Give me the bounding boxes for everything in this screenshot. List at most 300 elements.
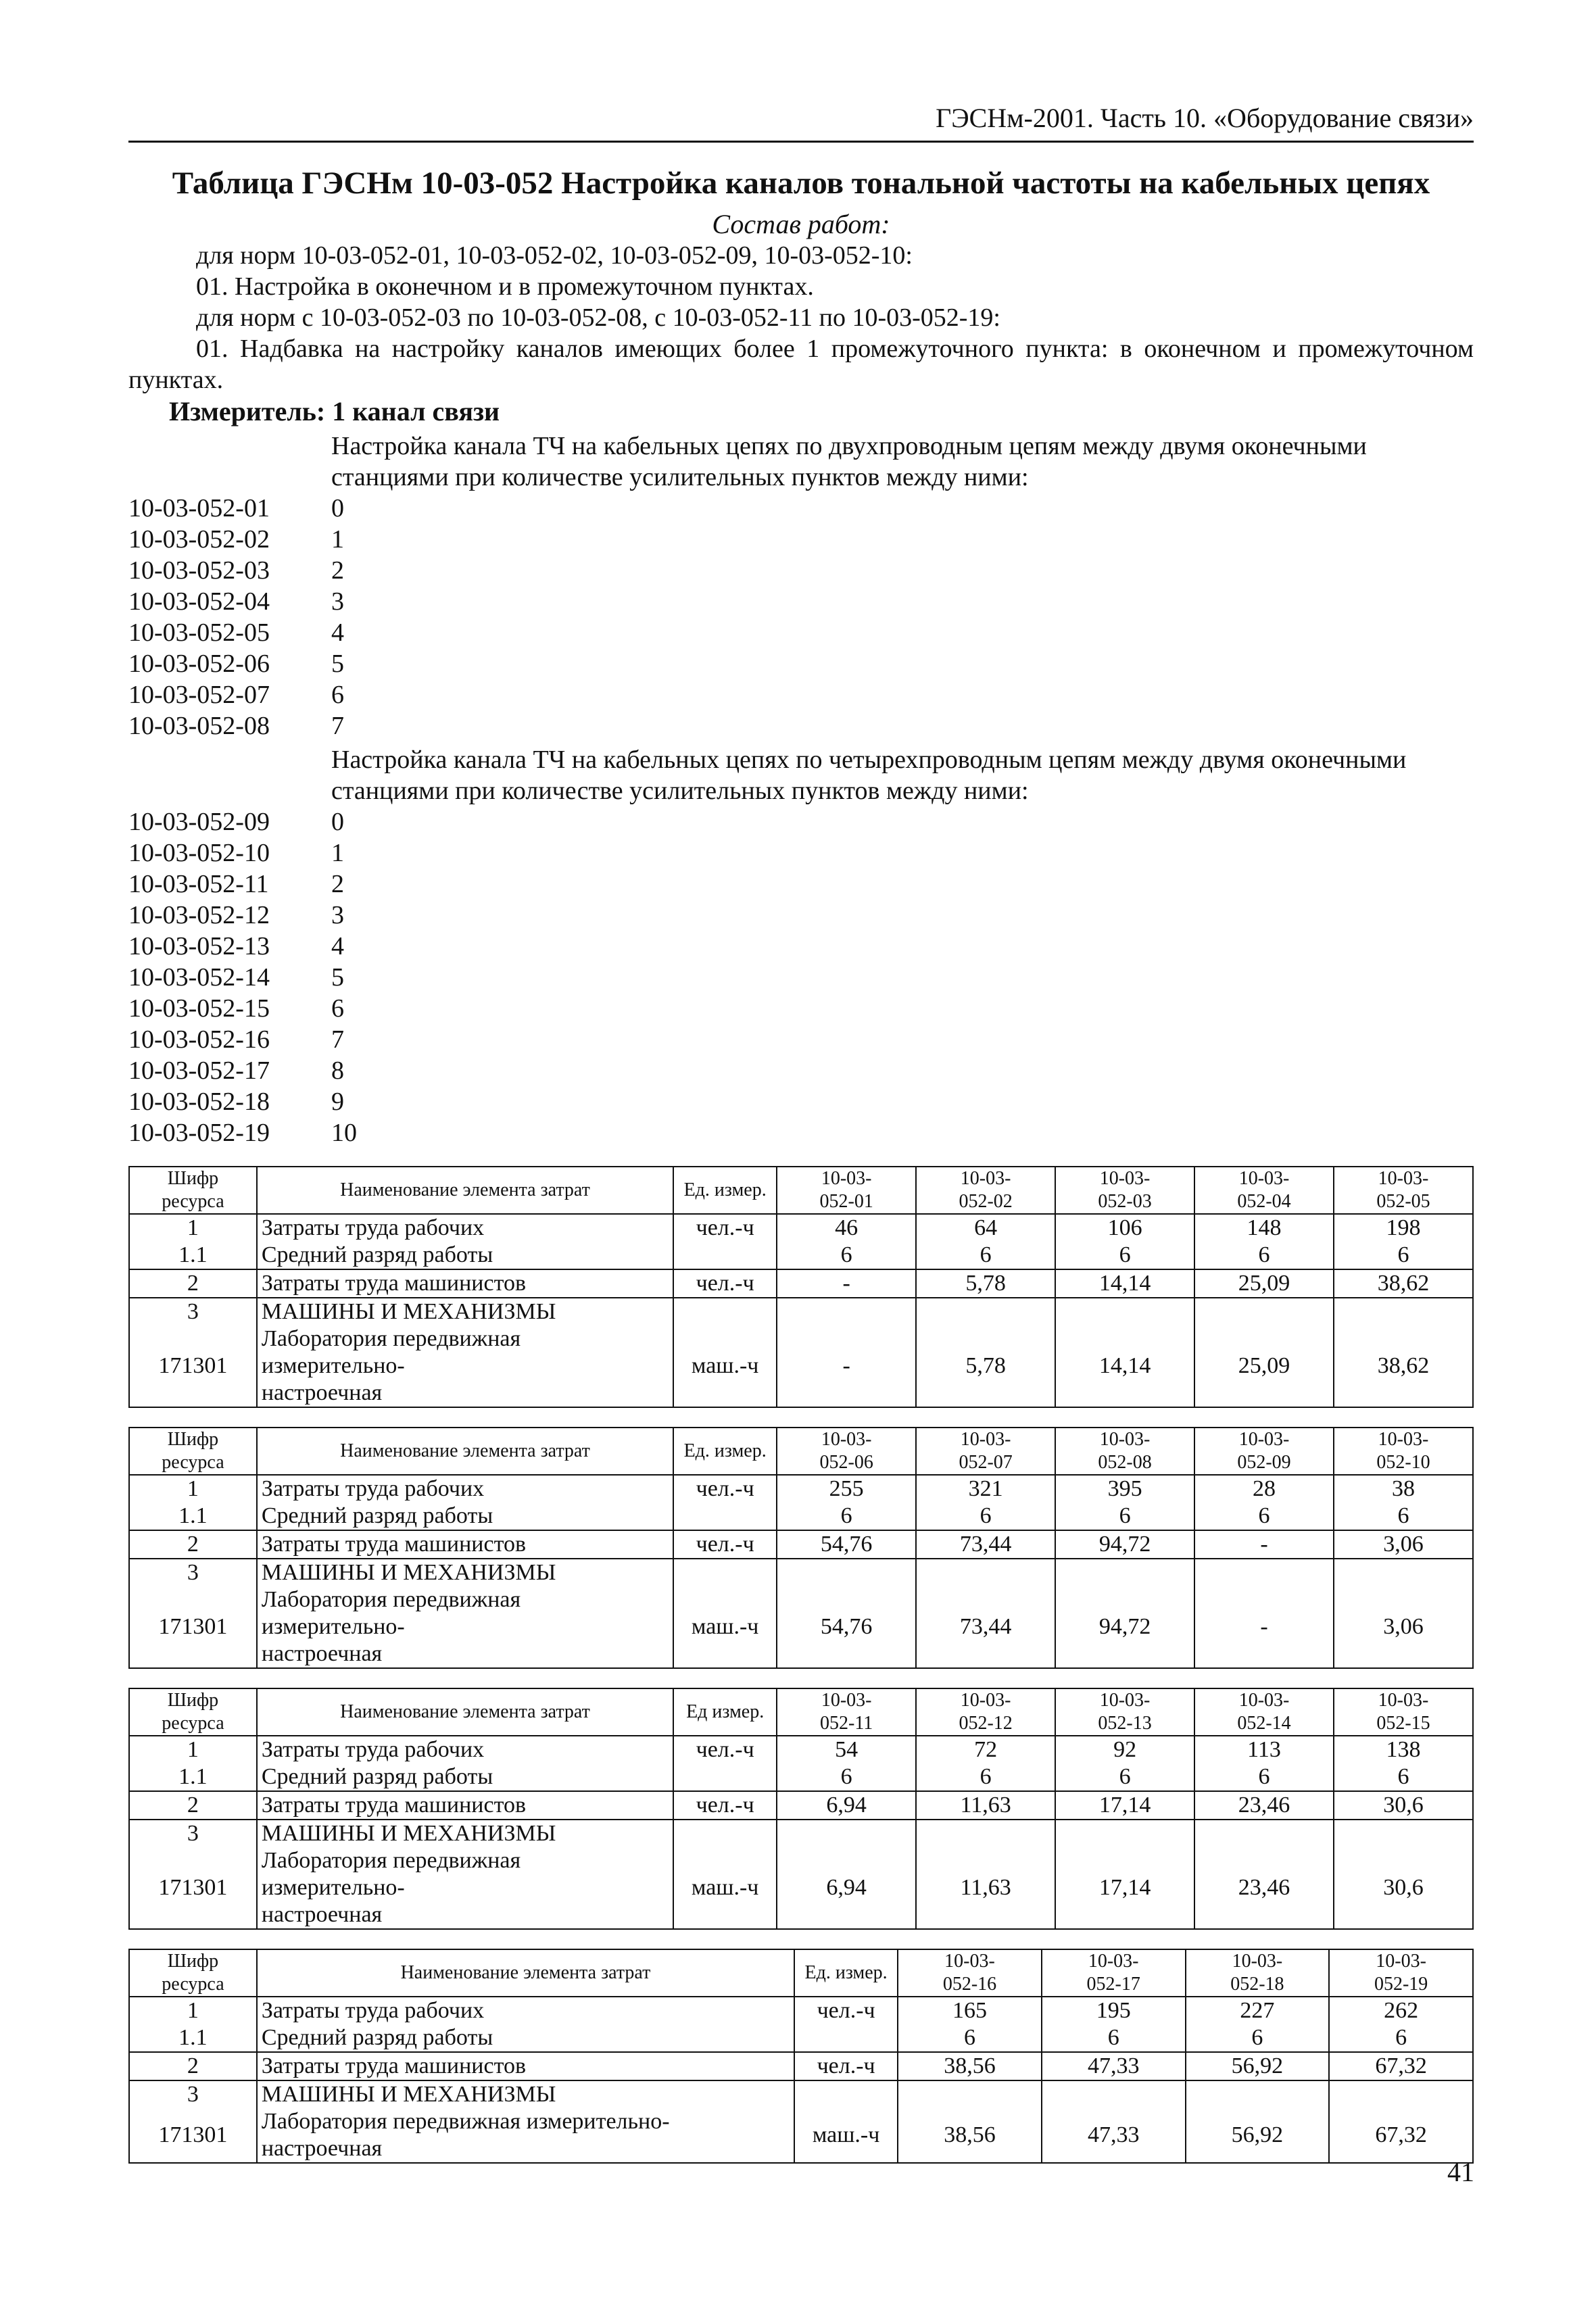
unit-of-measure: чел.-ч	[673, 1214, 777, 1242]
amplifier-count: 2	[331, 870, 344, 898]
unit-of-measure	[673, 1298, 777, 1325]
name-line: настроечная	[261, 1641, 383, 1666]
norm-value	[1194, 1559, 1334, 1586]
header-norm-code	[1055, 1428, 1194, 1475]
norm-value: -	[777, 1325, 916, 1407]
page-number: 41	[1447, 2157, 1474, 2187]
header-code	[129, 1167, 257, 1214]
norm-value: 28	[1194, 1475, 1334, 1503]
norm-value: 6,94	[777, 1847, 916, 1929]
norm-code-part: 10-03-	[1238, 1168, 1290, 1189]
norm-value: 11,63	[916, 1791, 1055, 1820]
norm-code-part: 052-12	[959, 1713, 1013, 1734]
unit-of-measure: маш.-ч	[673, 1847, 777, 1929]
running-header: ГЭСНм-2001. Часть 10. «Оборудование связи»	[936, 103, 1474, 133]
norm-value: 23,46	[1194, 1791, 1334, 1820]
table-row	[129, 2024, 1473, 2052]
norm-code-part: 052-05	[1376, 1191, 1430, 1212]
amplifier-count: 6	[331, 681, 344, 709]
norm-value: 25,09	[1194, 1325, 1334, 1407]
norm-code: 10-03-052-08	[128, 712, 270, 740]
header-name: Наименование элемента затрат	[257, 1949, 794, 1997]
resource-code: 2	[129, 1269, 257, 1298]
cost-element-name: Средний разряд работы	[257, 1242, 673, 1269]
group-title-four-wire: Настройка канала ТЧ на кабельных цепях по четырехпроводным цепям между двумя оконечными станциями при количестве усилительных пунктов между ними:	[331, 746, 1407, 805]
header-norm-code	[916, 1167, 1055, 1214]
norm-code-row	[128, 648, 1474, 679]
cost-table	[128, 1688, 1474, 1930]
resource-code: 2	[129, 1791, 257, 1820]
cost-table	[128, 1427, 1474, 1669]
norm-value: 321	[916, 1475, 1055, 1503]
norm-code-part: 10-03-	[1099, 1429, 1151, 1450]
cost-table	[128, 1949, 1474, 2164]
header-norm-code	[1334, 1688, 1473, 1736]
table-row	[129, 2108, 1473, 2163]
table-row	[129, 1791, 1473, 1820]
header-name: Наименование элемента затрат	[257, 1428, 673, 1475]
unit-of-measure: чел.-ч	[673, 1530, 777, 1559]
norm-value	[777, 1298, 916, 1325]
amplifier-count: 0	[331, 808, 344, 836]
resource-code: 3	[129, 1820, 257, 1847]
resource-code: 2	[129, 1530, 257, 1559]
norm-code-part: 052-08	[1098, 1452, 1152, 1473]
norm-value: 14,14	[1055, 1325, 1194, 1407]
norm-value: 6	[1194, 1763, 1334, 1791]
norm-code-part: 052-15	[1376, 1713, 1430, 1734]
norm-value: 25,09	[1194, 1269, 1334, 1298]
norm-value: 6	[1334, 1763, 1473, 1791]
table-row	[129, 1586, 1473, 1668]
norm-code-row	[128, 1024, 1474, 1055]
unit-of-measure: чел.-ч	[673, 1475, 777, 1503]
header-norm-code	[1186, 1949, 1330, 1997]
norm-code-part: 052-14	[1237, 1713, 1291, 1734]
unit-of-measure	[794, 2024, 898, 2052]
resource-code: 171301	[129, 1586, 257, 1668]
norm-code: 10-03-052-03	[128, 556, 270, 585]
norm-value: 113	[1194, 1736, 1334, 1763]
norm-code-part: 10-03-	[960, 1429, 1011, 1450]
table-row	[129, 1269, 1473, 1298]
norm-code-row	[128, 869, 1474, 900]
norm-code: 10-03-052-15	[128, 994, 270, 1023]
norm-value: 6	[1334, 1503, 1473, 1530]
norm-code-part: 10-03-	[1232, 1951, 1283, 1972]
cost-element-name: Средний разряд работы	[257, 1503, 673, 1530]
table-row	[129, 1242, 1473, 1269]
norm-value: 6,94	[777, 1791, 916, 1820]
cost-element-name: МАШИНЫ И МЕХАНИЗМЫ	[257, 1298, 673, 1325]
group-title-two-wire: Настройка канала ТЧ на кабельных цепях по двухпроводным цепям между двумя оконечными станциями при количестве усилительных пунктов между ними:	[331, 432, 1367, 491]
table-row	[129, 1847, 1473, 1929]
norm-code-row	[128, 586, 1474, 617]
norm-value: 54,76	[777, 1530, 916, 1559]
table-row	[129, 1997, 1473, 2024]
norm-value: 6	[777, 1763, 916, 1791]
norm-code-row	[128, 1055, 1474, 1086]
norm-code: 10-03-052-16	[128, 1025, 270, 1054]
norm-code-part: 10-03-	[821, 1429, 872, 1450]
resource-code: 1	[129, 1475, 257, 1503]
header-norm-code	[1055, 1167, 1194, 1214]
amplifier-count: 10	[331, 1119, 357, 1147]
amplifier-count: 5	[331, 963, 344, 992]
norm-value: 64	[916, 1214, 1055, 1242]
norm-code-part: 052-13	[1098, 1713, 1152, 1734]
norm-code-part: 10-03-	[1378, 1690, 1429, 1711]
table-row	[129, 1559, 1473, 1586]
norm-value: 92	[1055, 1736, 1194, 1763]
norm-value: 138	[1334, 1736, 1473, 1763]
cost-element-name: МАШИНЫ И МЕХАНИЗМЫ	[257, 1559, 673, 1586]
header-norm-code	[898, 1949, 1042, 1997]
norm-value: 38,62	[1334, 1269, 1473, 1298]
resource-code: 1	[129, 1736, 257, 1763]
cost-element-name: МАШИНЫ И МЕХАНИЗМЫ	[257, 2080, 794, 2108]
norm-code-row	[128, 931, 1474, 962]
norm-value	[916, 1559, 1055, 1586]
name-line: Лаборатория передвижная измерительно-	[261, 1326, 521, 1378]
norm-value	[1042, 2080, 1186, 2108]
amplifier-count: 3	[331, 901, 344, 929]
norm-value: -	[777, 1269, 916, 1298]
norm-code: 10-03-052-05	[128, 618, 270, 647]
unit-of-measure	[794, 2080, 898, 2108]
header-norm-code	[1194, 1167, 1334, 1214]
norm-value	[1055, 1820, 1194, 1847]
norm-value: 3,06	[1334, 1530, 1473, 1559]
norm-value	[916, 1820, 1055, 1847]
header-code-line: ресурса	[162, 1974, 224, 1995]
norm-code-row	[128, 993, 1474, 1024]
norm-code-part: 10-03-	[821, 1168, 872, 1189]
unit-of-measure	[673, 1503, 777, 1530]
norm-value: 38,56	[898, 2108, 1042, 2163]
table-header-row	[129, 1428, 1473, 1475]
cost-element-name: Затраты труда машинистов	[257, 1269, 673, 1298]
resource-code: 3	[129, 1298, 257, 1325]
work-line: для норм с 10-03-052-03 по 10-03-052-08, с 10-03-052-11 по 10-03-052-19:	[196, 303, 1000, 332]
table-row	[129, 1325, 1473, 1407]
norm-code-list-four-wire	[128, 806, 1474, 1148]
norm-value	[1194, 1298, 1334, 1325]
norm-code-part: 052-06	[819, 1452, 873, 1473]
table-row	[129, 1736, 1473, 1763]
norm-value: 6	[1042, 2024, 1186, 2052]
header-norm-code	[916, 1688, 1055, 1736]
unit-of-measure	[673, 1820, 777, 1847]
norm-code: 10-03-052-04	[128, 587, 270, 616]
norm-value: 54	[777, 1736, 916, 1763]
resource-code: 1.1	[129, 1763, 257, 1791]
norm-value	[1334, 1820, 1473, 1847]
norm-value	[1055, 1298, 1194, 1325]
header-norm-code	[777, 1167, 916, 1214]
cost-element-name: Лаборатория передвижная измерительно-настроечная	[257, 2108, 794, 2163]
table-row	[129, 1530, 1473, 1559]
norm-code-row	[128, 806, 1474, 837]
norm-value: 198	[1334, 1214, 1473, 1242]
cost-element-name: Затраты труда рабочих	[257, 1736, 673, 1763]
header-code-line: ресурса	[162, 1713, 224, 1734]
resource-code: 171301	[129, 1325, 257, 1407]
header-unit: Ед. измер.	[673, 1167, 777, 1214]
table-header-row	[129, 1949, 1473, 1997]
meter-unit: Измеритель: 1 канал связи	[169, 396, 500, 427]
norm-code-part: 10-03-	[821, 1690, 872, 1711]
norm-value: 255	[777, 1475, 916, 1503]
norm-value: 6	[1194, 1242, 1334, 1269]
norm-value	[1334, 1559, 1473, 1586]
norm-code-part: 10-03-	[944, 1951, 995, 1972]
norm-code-part: 10-03-	[960, 1690, 1011, 1711]
norm-value: -	[1194, 1586, 1334, 1668]
work-line: 01. Настройка в оконечном и в промежуточном пунктах.	[196, 272, 814, 301]
norm-value: 6	[1186, 2024, 1330, 2052]
norm-value	[777, 1820, 916, 1847]
amplifier-count: 5	[331, 650, 344, 678]
norm-value: 94,72	[1055, 1530, 1194, 1559]
norm-code-row	[128, 493, 1474, 524]
norm-code-part: 10-03-	[1099, 1168, 1151, 1189]
norm-code-row	[128, 524, 1474, 555]
norm-value: 94,72	[1055, 1586, 1194, 1668]
norm-code: 10-03-052-12	[128, 901, 270, 929]
norm-value: 148	[1194, 1214, 1334, 1242]
header-code-line: ресурса	[162, 1191, 224, 1212]
table-row	[129, 1820, 1473, 1847]
norm-value	[1329, 2080, 1473, 2108]
norm-code-part: 052-18	[1230, 1974, 1284, 1995]
name-line: Лаборатория передвижная измерительно-	[261, 1587, 521, 1639]
norm-code-part: 10-03-	[1088, 1951, 1139, 1972]
norm-code-part: 052-10	[1376, 1452, 1430, 1473]
unit-of-measure: чел.-ч	[794, 1997, 898, 2024]
amplifier-count: 0	[331, 494, 344, 522]
norm-value: 6	[1194, 1503, 1334, 1530]
norm-value: 3,06	[1334, 1586, 1473, 1668]
table-row	[129, 1475, 1473, 1503]
norm-code-row	[128, 679, 1474, 710]
name-line: настроечная	[261, 1902, 383, 1927]
cost-element-name: Средний разряд работы	[257, 2024, 794, 2052]
norm-value: 38	[1334, 1475, 1473, 1503]
norm-code: 10-03-052-14	[128, 963, 270, 992]
norm-code: 10-03-052-11	[128, 870, 269, 898]
table-header-row	[129, 1688, 1473, 1736]
norm-code-part: 052-04	[1237, 1191, 1291, 1212]
amplifier-count: 7	[331, 1025, 344, 1054]
resource-code: 171301	[129, 2108, 257, 2163]
norm-code-row	[128, 555, 1474, 586]
cost-element-name: Затраты труда рабочих	[257, 1214, 673, 1242]
cost-table	[128, 1166, 1474, 1408]
amplifier-count: 6	[331, 994, 344, 1023]
name-line: настроечная	[261, 1380, 383, 1405]
norm-value: 17,14	[1055, 1791, 1194, 1820]
norm-value: 67,32	[1329, 2052, 1473, 2080]
header-norm-code	[916, 1428, 1055, 1475]
norm-value: 106	[1055, 1214, 1194, 1242]
norm-value: 6	[916, 1763, 1055, 1791]
norm-code: 10-03-052-07	[128, 681, 270, 709]
norm-code: 10-03-052-01	[128, 494, 270, 522]
unit-of-measure: маш.-ч	[794, 2108, 898, 2163]
norm-value: 73,44	[916, 1586, 1055, 1668]
amplifier-count: 8	[331, 1056, 344, 1085]
norm-value: 6	[1055, 1242, 1194, 1269]
cost-tables	[128, 1166, 1474, 2164]
header-norm-code	[1042, 1949, 1186, 1997]
norm-value: 262	[1329, 1997, 1473, 2024]
norm-value: 6	[1334, 1242, 1473, 1269]
unit-of-measure	[673, 1559, 777, 1586]
header-norm-code	[1055, 1688, 1194, 1736]
norm-value: 38,56	[898, 2052, 1042, 2080]
norm-value: 23,46	[1194, 1847, 1334, 1929]
norm-value: 6	[777, 1503, 916, 1530]
cost-element-name	[257, 1586, 673, 1668]
resource-code: 3	[129, 1559, 257, 1586]
norm-value: 6	[1055, 1503, 1194, 1530]
cost-element-name: Затраты труда рабочих	[257, 1475, 673, 1503]
table-header-row	[129, 1167, 1473, 1214]
table-row	[129, 1503, 1473, 1530]
norm-value: 227	[1186, 1997, 1330, 2024]
unit-of-measure: маш.-ч	[673, 1325, 777, 1407]
amplifier-count: 1	[331, 839, 344, 867]
norm-value: -	[1194, 1530, 1334, 1559]
header-code-line: Шифр	[167, 1168, 219, 1189]
amplifier-count: 9	[331, 1088, 344, 1116]
norm-value: 6	[1329, 2024, 1473, 2052]
work-composition-label: Состав работ:	[712, 209, 890, 239]
norm-value: 47,33	[1042, 2052, 1186, 2080]
unit-of-measure: маш.-ч	[673, 1586, 777, 1668]
norm-code-row	[128, 962, 1474, 993]
amplifier-count: 4	[331, 618, 344, 647]
norm-code-part: 052-03	[1098, 1191, 1152, 1212]
document-page	[128, 101, 1474, 2183]
norm-value	[898, 2080, 1042, 2108]
cost-element-name: МАШИНЫ И МЕХАНИЗМЫ	[257, 1820, 673, 1847]
norm-code-part: 052-16	[942, 1974, 997, 1995]
header-code-line: ресурса	[162, 1452, 224, 1473]
unit-of-measure: чел.-ч	[673, 1736, 777, 1763]
norm-value: 47,33	[1042, 2108, 1186, 2163]
norm-code-row	[128, 617, 1474, 648]
norm-code-row	[128, 900, 1474, 931]
norm-code: 10-03-052-19	[128, 1119, 270, 1147]
norm-code-part: 052-02	[959, 1191, 1013, 1212]
header-unit: Ед измер.	[673, 1688, 777, 1736]
norm-code-row	[128, 1117, 1474, 1148]
resource-code: 2	[129, 2052, 257, 2080]
amplifier-count: 7	[331, 712, 344, 740]
unit-of-measure: чел.-ч	[673, 1791, 777, 1820]
header-norm-code	[777, 1428, 916, 1475]
header-unit: Ед. измер.	[794, 1949, 898, 1997]
amplifier-count: 1	[331, 525, 344, 554]
norm-value: 6	[777, 1242, 916, 1269]
unit-of-measure	[673, 1763, 777, 1791]
norm-code: 10-03-052-02	[128, 525, 270, 554]
norm-code-row	[128, 837, 1474, 869]
header-code-line: Шифр	[167, 1951, 219, 1972]
norm-value: 73,44	[916, 1530, 1055, 1559]
cost-element-name: Затраты труда машинистов	[257, 2052, 794, 2080]
cost-element-name: Средний разряд работы	[257, 1763, 673, 1791]
header-name: Наименование элемента затрат	[257, 1167, 673, 1214]
norm-value: 5,78	[916, 1269, 1055, 1298]
unit-of-measure: чел.-ч	[673, 1269, 777, 1298]
header-norm-code	[777, 1688, 916, 1736]
norm-code-part: 10-03-	[1099, 1690, 1151, 1711]
amplifier-count: 3	[331, 587, 344, 616]
resource-code: 1.1	[129, 1503, 257, 1530]
cost-element-name: Затраты труда машинистов	[257, 1530, 673, 1559]
norm-value: 56,92	[1186, 2108, 1330, 2163]
norm-value: 14,14	[1055, 1269, 1194, 1298]
norm-value: 165	[898, 1997, 1042, 2024]
norm-value: 30,6	[1334, 1847, 1473, 1929]
unit-of-measure	[673, 1242, 777, 1269]
header-code	[129, 1428, 257, 1475]
resource-code: 1	[129, 1214, 257, 1242]
unit-of-measure: чел.-ч	[794, 2052, 898, 2080]
cost-element-name	[257, 1847, 673, 1929]
norm-value: 46	[777, 1214, 916, 1242]
header-code	[129, 1949, 257, 1997]
norm-code-part: 052-01	[819, 1191, 873, 1212]
norm-value: 6	[898, 2024, 1042, 2052]
norm-value: 67,32	[1329, 2108, 1473, 2163]
amplifier-count: 4	[331, 932, 344, 960]
norm-value	[1186, 2080, 1330, 2108]
table-row	[129, 1214, 1473, 1242]
norm-value: 6	[916, 1503, 1055, 1530]
norm-value: 72	[916, 1736, 1055, 1763]
norm-code: 10-03-052-18	[128, 1088, 270, 1116]
header-norm-code	[1194, 1428, 1334, 1475]
table-row	[129, 1298, 1473, 1325]
table-row	[129, 2080, 1473, 2108]
norm-value	[1194, 1820, 1334, 1847]
norm-value: 5,78	[916, 1325, 1055, 1407]
resource-code: 3	[129, 2080, 257, 2108]
norm-code-part: 052-07	[959, 1452, 1013, 1473]
resource-code: 171301	[129, 1847, 257, 1929]
header-code-line: Шифр	[167, 1690, 219, 1711]
table-row	[129, 2052, 1473, 2080]
norm-code-part: 10-03-	[1378, 1429, 1429, 1450]
norm-code-part: 052-17	[1086, 1974, 1140, 1995]
norm-code: 10-03-052-06	[128, 650, 270, 678]
norm-code-part: 10-03-	[960, 1168, 1011, 1189]
norm-value: 38,62	[1334, 1325, 1473, 1407]
resource-code: 1.1	[129, 2024, 257, 2052]
norm-code: 10-03-052-13	[128, 932, 270, 960]
cost-element-name: Затраты труда рабочих	[257, 1997, 794, 2024]
header-norm-code	[1334, 1167, 1473, 1214]
norm-code-part: 10-03-	[1378, 1168, 1429, 1189]
header-name: Наименование элемента затрат	[257, 1688, 673, 1736]
norm-value: 6	[1055, 1763, 1194, 1791]
norm-code: 10-03-052-10	[128, 839, 270, 867]
norm-value	[1334, 1298, 1473, 1325]
